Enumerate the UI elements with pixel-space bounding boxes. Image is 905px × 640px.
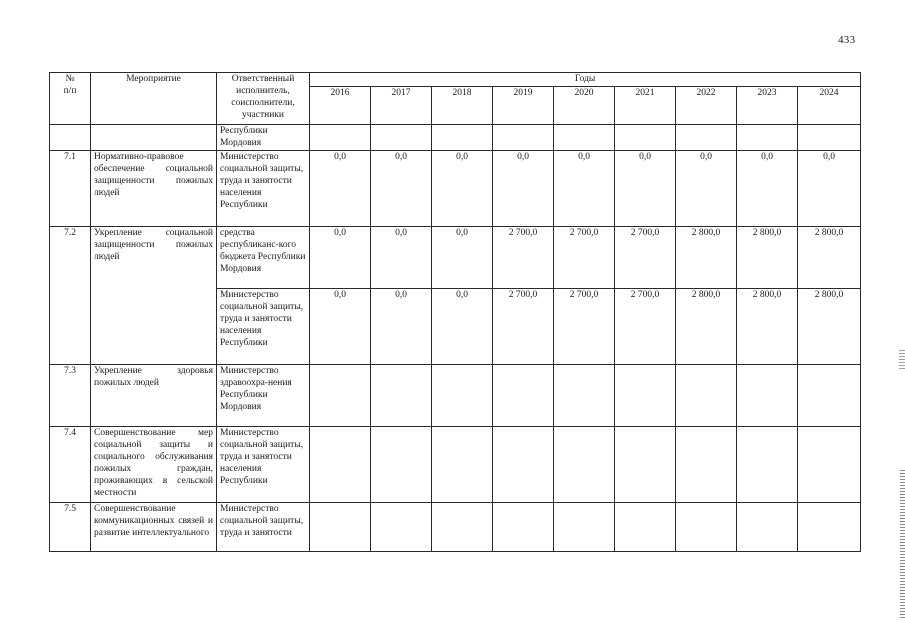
table-row [50,151,861,227]
year-header: 2017 [371,87,432,125]
value-cell: 2 700,0 [554,289,615,365]
value-cell [798,365,861,427]
value-cell [493,125,554,151]
value-cell [615,503,676,552]
header-years: Годы [310,73,861,87]
value-cell: 0,0 [371,289,432,365]
year-header: 2019 [493,87,554,125]
value-cell: 0,0 [432,227,493,289]
year-header: 2022 [676,87,737,125]
value-cell: 2 700,0 [615,289,676,365]
value-cell [493,365,554,427]
value-cell [554,427,615,503]
page-number: 433 [838,34,856,46]
value-cell: 0,0 [310,151,371,227]
value-cell: 0,0 [432,151,493,227]
value-cell [798,427,861,503]
value-cell [432,427,493,503]
row-number: 7.1 [50,151,91,227]
row-number: 7.2 [50,227,91,365]
table-row [50,503,861,552]
program-table [49,72,861,552]
value-cell: 0,0 [432,289,493,365]
scan-edge-noise [900,470,905,620]
value-cell [737,365,798,427]
value-cell [310,503,371,552]
value-cell: 2 800,0 [798,289,861,365]
row-number: 7.5 [50,503,91,552]
responsible-cell: Министерство социальной защиты, труда и занятости населения Республики [217,427,310,503]
value-cell: 2 700,0 [493,227,554,289]
value-cell [615,125,676,151]
value-cell [371,503,432,552]
header-responsible: Ответственный исполнитель, соисполнители, участники [217,73,310,125]
value-cell [615,427,676,503]
value-cell [737,503,798,552]
value-cell [310,125,371,151]
value-cell: 0,0 [310,289,371,365]
value-cell: 2 800,0 [737,227,798,289]
table-row [50,427,861,503]
value-cell [493,427,554,503]
value-cell: 2 700,0 [554,227,615,289]
year-header: 2021 [615,87,676,125]
year-header: 2018 [432,87,493,125]
header-event: Мероприятие [91,73,217,125]
value-cell: 2 800,0 [676,227,737,289]
scan-edge-noise [899,350,905,370]
row-number: 7.3 [50,365,91,427]
event-title: Укрепление здоровья пожилых людей [91,365,217,427]
responsible-cell: Министерство социальной защиты, труда и занятости населения Республики [217,289,310,365]
value-cell: 2 800,0 [737,289,798,365]
value-cell [554,503,615,552]
responsible-cell: средства республиканс-кого бюджета Республики Мордовия [217,227,310,289]
value-cell [310,427,371,503]
value-cell [798,125,861,151]
responsible-cell: Министерство социальной защиты, труда и занятости населения Республики [217,151,310,227]
value-cell [737,125,798,151]
value-cell [432,125,493,151]
value-cell [554,365,615,427]
responsible-cell: Министерство социальной защиты, труда и занятости [217,503,310,552]
row-number: 7.4 [50,427,91,503]
event-title: Совершенствование мер социальной защиты и социального обслуживания пожилых граждан, проживающих в сельской местности [91,427,217,503]
value-cell [432,503,493,552]
value-cell: 2 800,0 [676,289,737,365]
event-title: Нормативно-правовое обеспечение социальной защищенности пожилых людей [91,151,217,227]
value-cell [371,427,432,503]
value-cell: 0,0 [737,151,798,227]
value-cell [737,427,798,503]
table-row [50,365,861,427]
value-cell [676,427,737,503]
table-row [50,125,861,151]
value-cell [676,365,737,427]
year-header: 2023 [737,87,798,125]
value-cell [371,125,432,151]
value-cell [615,365,676,427]
value-cell: 0,0 [798,151,861,227]
responsible-cell: Республики Мордовия [217,125,310,151]
value-cell [432,365,493,427]
event-title [91,125,217,151]
value-cell [676,503,737,552]
value-cell [310,365,371,427]
value-cell [554,125,615,151]
value-cell: 0,0 [371,227,432,289]
year-header: 2024 [798,87,861,125]
value-cell: 2 800,0 [798,227,861,289]
table-row [50,227,861,289]
event-title: Укрепление социальной защищенности пожилых людей [91,227,217,365]
value-cell: 0,0 [615,151,676,227]
value-cell: 2 700,0 [493,289,554,365]
event-title: Совершенствование коммуникационных связей и развитие интеллектуального [91,503,217,552]
value-cell [798,503,861,552]
row-number [50,125,91,151]
value-cell [493,503,554,552]
year-header: 2016 [310,87,371,125]
value-cell: 0,0 [371,151,432,227]
responsible-cell: Министерство здравоохра-нения Республики Мордовия [217,365,310,427]
value-cell: 0,0 [554,151,615,227]
header-no: № п/п [50,73,91,125]
value-cell [371,365,432,427]
value-cell [676,125,737,151]
value-cell: 0,0 [493,151,554,227]
value-cell: 0,0 [310,227,371,289]
value-cell: 0,0 [676,151,737,227]
value-cell: 2 700,0 [615,227,676,289]
year-header: 2020 [554,87,615,125]
